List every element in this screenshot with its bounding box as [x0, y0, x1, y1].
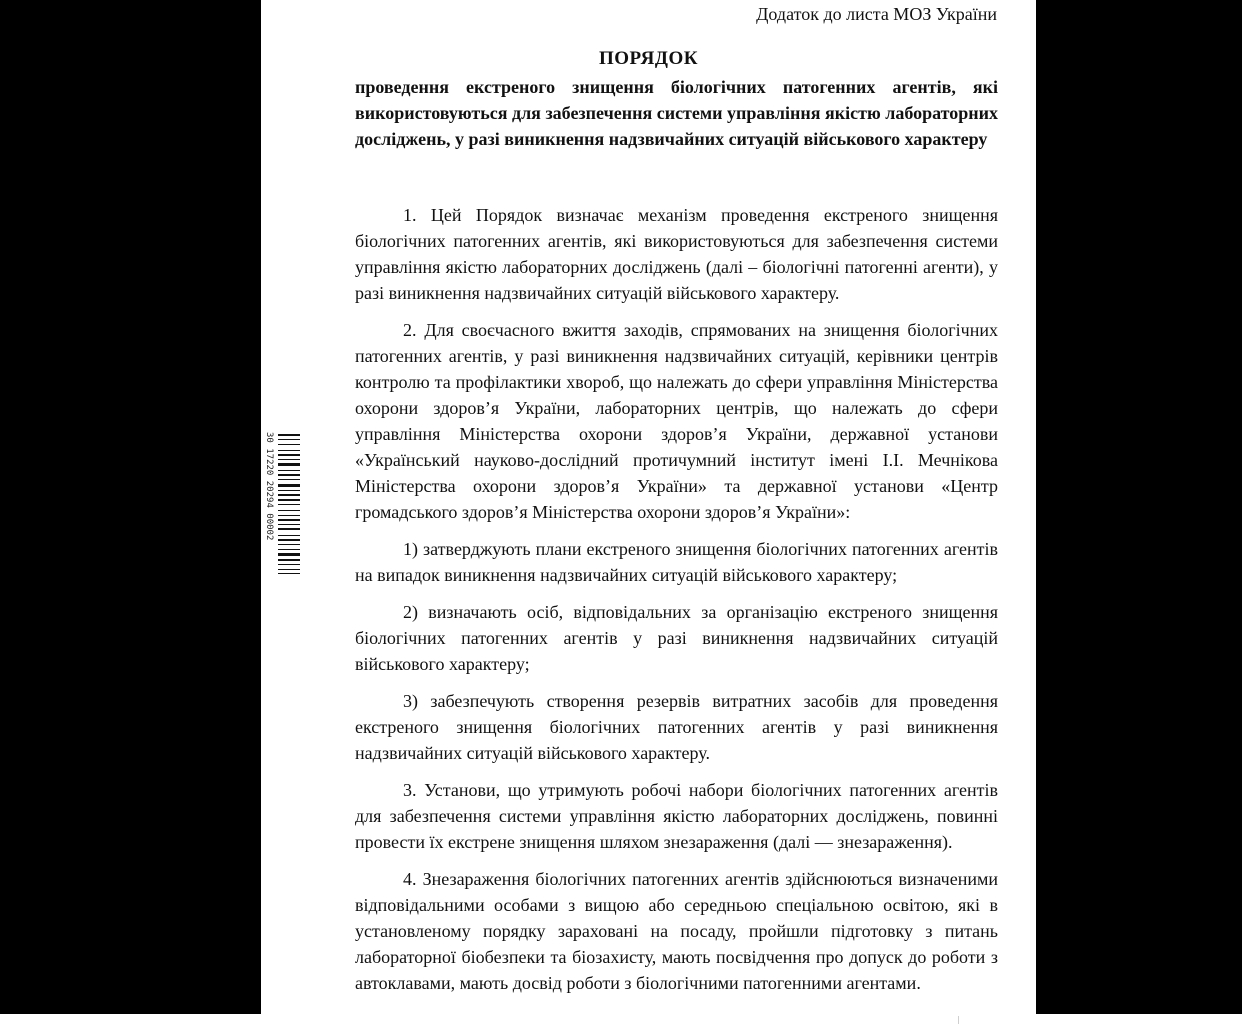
barcode-bar: [278, 434, 300, 436]
list-item-1: 1) затверджують плани екстреного знищення біологічних патогенних агентів на випадок виникнення надзвичайних ситуацій військового характеру;: [355, 539, 998, 585]
document-body: [355, 202, 998, 1007]
paragraph-4: 4. Знезараження біологічних патогенних агентів здійснюються визначеними відповідальними особами з вищою або середньою спеціальною освітою, які в установленому порядку зараховані на посаду, пройшли підготовку з питань лабораторної біобезпеки та біозахисту, мають посвідчення про допуск до роботи з автоклавами, мають досвід роботи з біологічними патогенними агентами.: [355, 869, 998, 993]
document-page: [261, 0, 1036, 1014]
barcode-bar: [278, 573, 300, 574]
barcode-bar: [278, 524, 300, 525]
barcode-bar: [278, 470, 300, 471]
barcode-bar: [278, 504, 300, 505]
barcode-bar: [278, 459, 300, 460]
barcode-bar: [278, 559, 300, 561]
barcode-bar: [278, 494, 300, 496]
barcode-bar: [278, 454, 300, 456]
barcode-bar: [278, 569, 300, 570]
barcode-bar: [278, 564, 300, 565]
barcode-bar: [278, 549, 300, 550]
paragraph-2: 2. Для своєчасного вжиття заходів, спрямованих на знищення біологічних патогенних агентів, у разі виникнення надзвичайних ситуацій, керівники центрів контролю та профілактики хвороб, що належать до сфери управління Міністерства охорони здоров’я України, лабораторних центрів, що належать до сфери управління Міністерства охорони здоров’я України, державної установи «Український науково-дослідний протичумний інститут імені І.І. Мечнікова Міністерства охорони здоров’я України» та державної установи «Центр громадського здоров’я Міністерства охорони здоров’я України»:: [355, 320, 998, 522]
barcode-bar: [278, 499, 300, 501]
list-item-3: 3) забезпечують створення резервів витратних засобів для проведення екстреного знищення біологічних патогенних агентів у разі виникнення надзвичайних ситуацій військового характеру.: [355, 691, 998, 763]
barcode-bar: [278, 479, 300, 480]
barcode-bar: [278, 439, 300, 440]
barcode-bar: [278, 539, 300, 541]
barcode-bar: [278, 528, 300, 530]
barcode-bar: [278, 484, 300, 487]
paragraph-1: 1. Цей Порядок визначає механізм проведення екстреного знищення біологічних патогенних агентів, які використовуються для забезпечення системи управління якістю лабораторних досліджень (далі – біологічні патогенні агенти), у разі виникнення надзвичайних ситуацій військового характеру.: [355, 205, 998, 303]
paragraph-3: 3. Установи, що утримують робочі набори біологічних патогенних агентів для забезпечення системи управління якістю лабораторних досліджень, повинні провести їх екстрене знищення шляхом знезараження (далі — знезараження).: [355, 780, 998, 852]
barcode-bar: [278, 450, 300, 451]
barcode-bar: [278, 535, 300, 536]
annex-line: Додаток до листа МОЗ України: [756, 4, 997, 24]
barcode-bar: [278, 519, 300, 521]
barcode-bar: [278, 444, 300, 445]
list-item-2: 2) визначають осіб, відповідальних за організацію екстреного знищення біологічних патогенних агентів у разі виникнення надзвичайних ситуацій військового характеру;: [355, 602, 998, 674]
barcode-bar: [278, 510, 300, 511]
barcode-bar: [278, 553, 300, 556]
barcode-bar: [278, 544, 300, 545]
barcode-bars: [278, 434, 300, 574]
divider-tick: [958, 1016, 959, 1024]
barcode-bar: [278, 474, 300, 476]
barcode-bar: [278, 515, 300, 516]
barcode-number: 30 17220 20294 00002: [264, 432, 274, 541]
barcode: [262, 430, 302, 610]
barcode-bar: [278, 463, 300, 466]
barcode-bar: [278, 490, 300, 491]
document-title: ПОРЯДОК: [598, 48, 699, 69]
document-subtitle: проведення екстреного знищення біологічних патогенних агентів, які використовуються для забезпечення системи управління якістю лабораторних досліджень, у разі виникнення надзвичайних ситуацій військового характеру: [355, 77, 998, 149]
bottom-strip: [0, 1014, 1242, 1024]
